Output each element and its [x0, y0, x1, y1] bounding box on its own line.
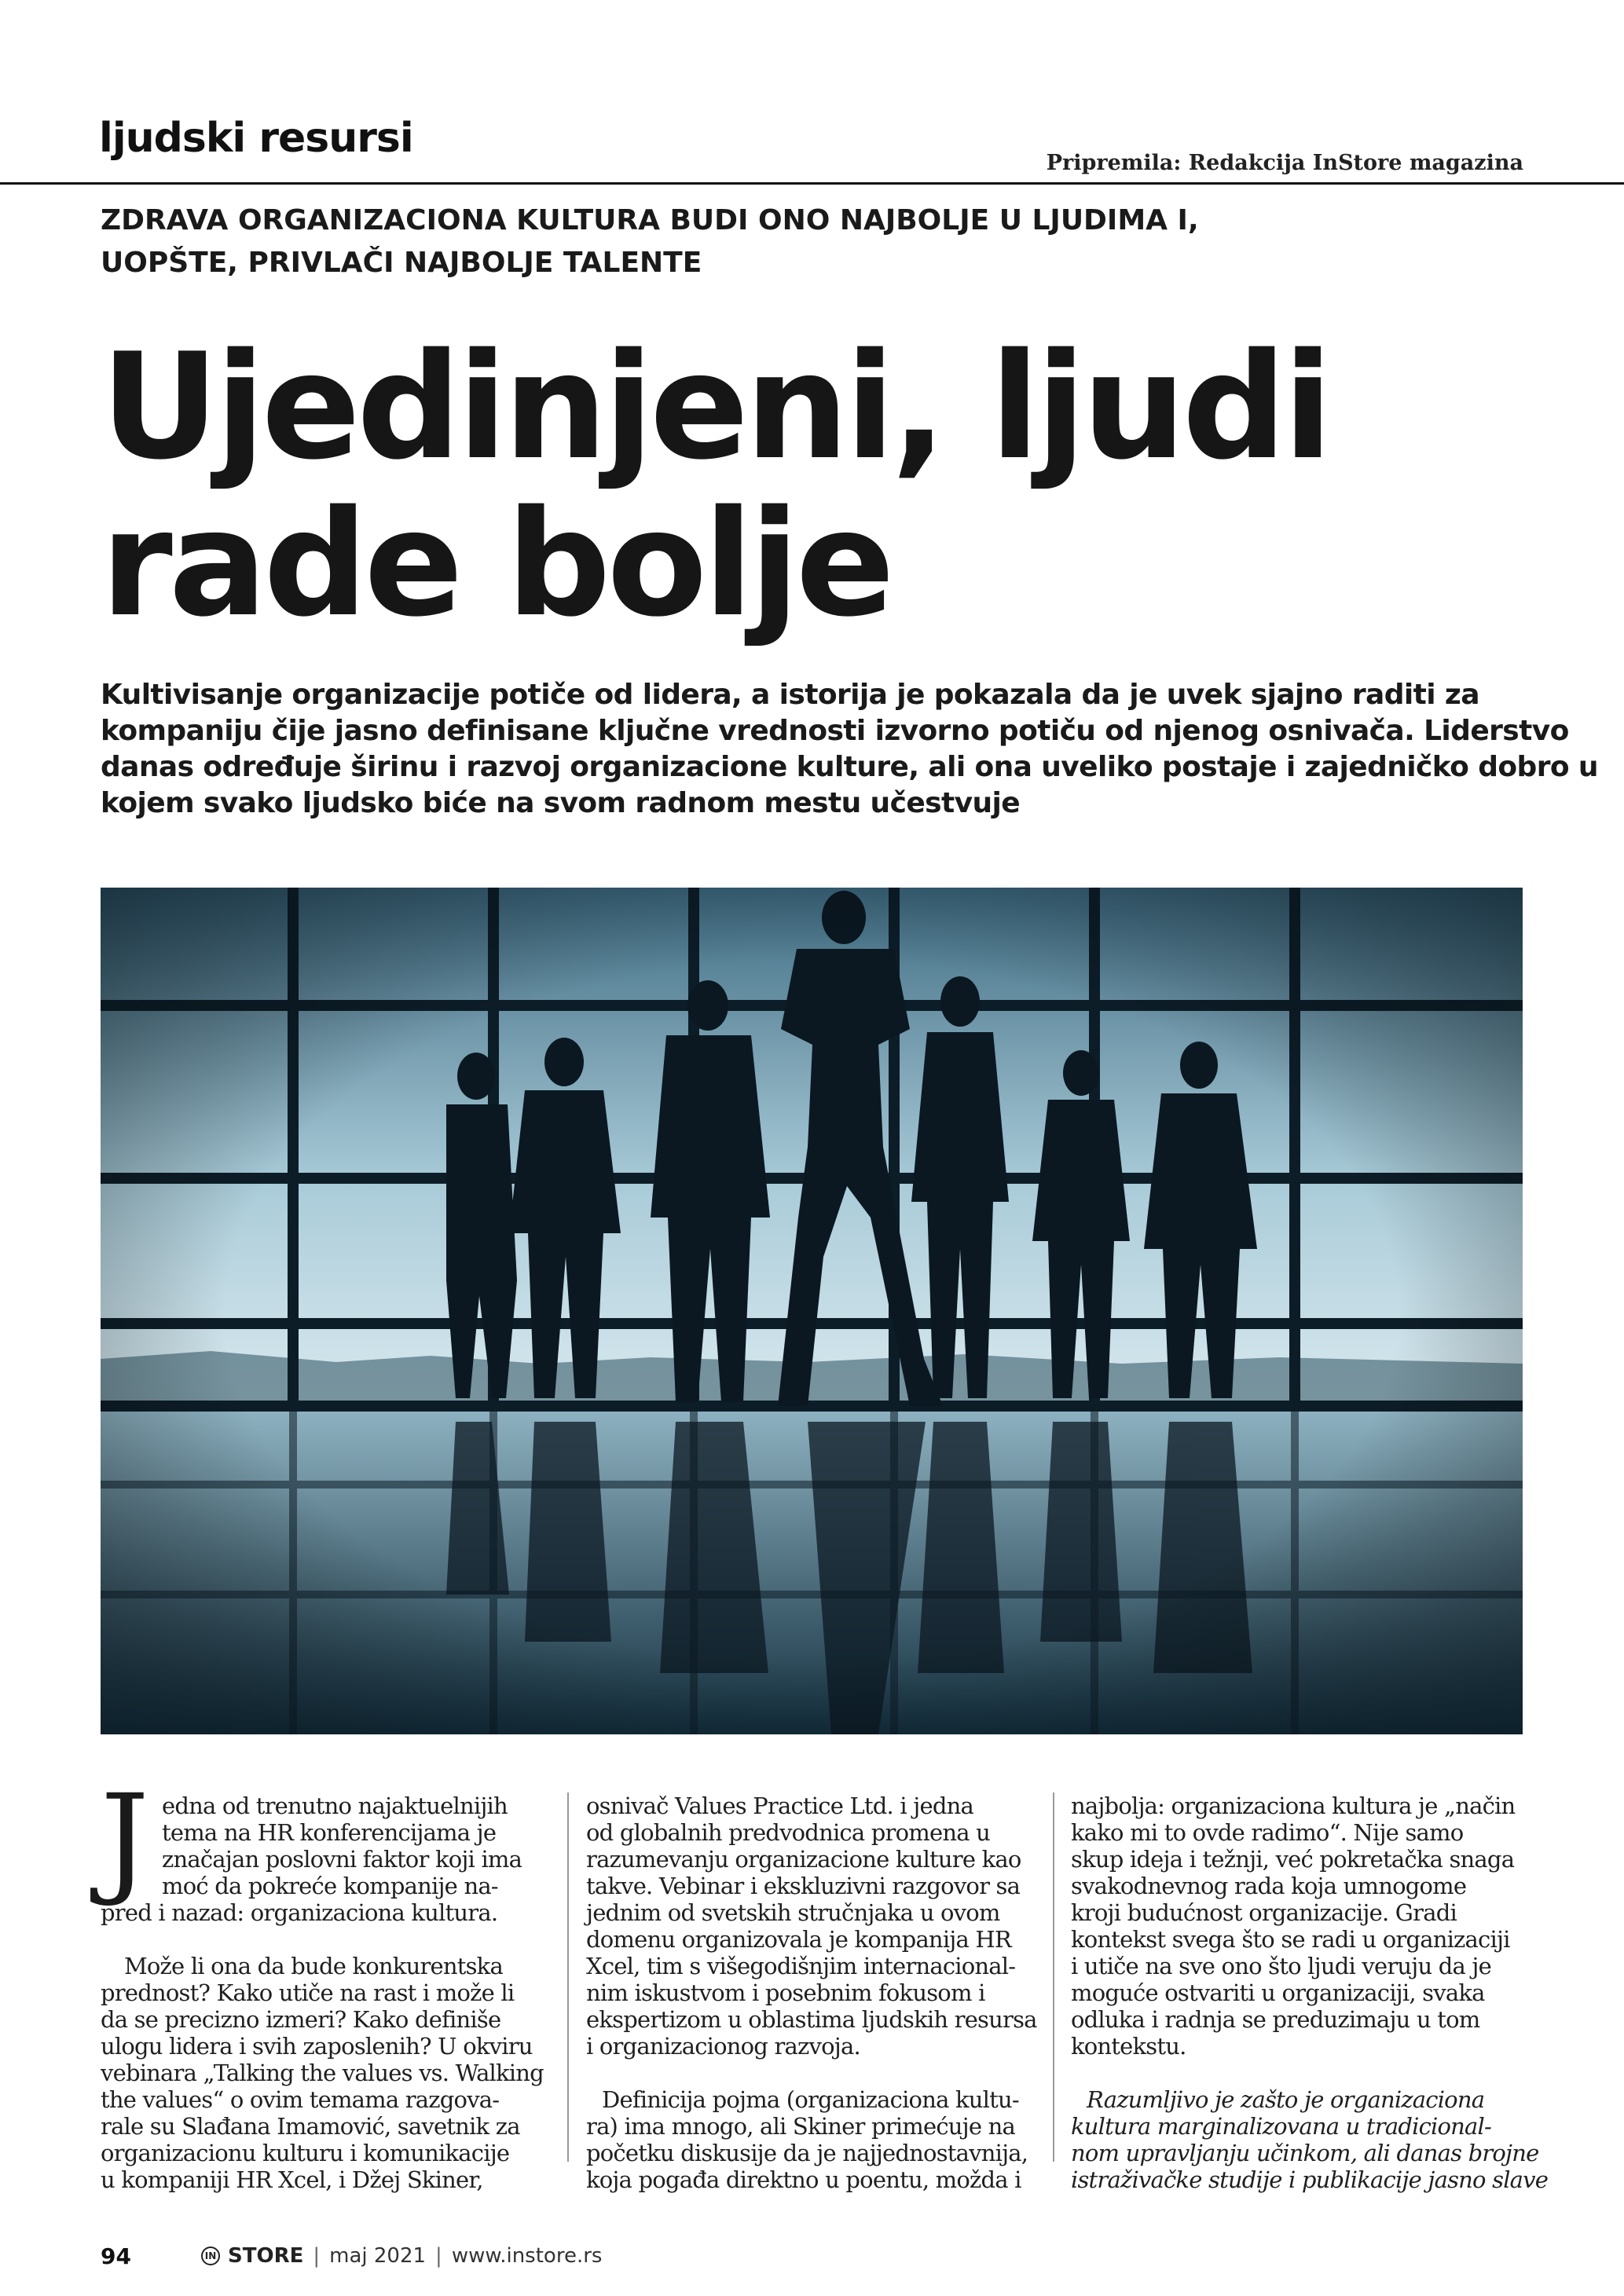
text-line: odluka i radnja se preduzimaju u tom	[1071, 2006, 1480, 2033]
byline: Pripremila: Redakcija InStore magazina	[1046, 151, 1523, 175]
text-line: i utiče na sve ono što ljudi veruju da je	[1071, 1953, 1491, 1979]
text-line: the values“ o ovim temama razgova-	[101, 2086, 500, 2113]
text-line: tema na HR konferencijama je	[162, 1819, 497, 1846]
lede	[101, 677, 1598, 822]
footer-separator: |	[313, 2244, 321, 2268]
feature-photo	[101, 888, 1523, 1734]
text-line: najbolja: organizaciona kultura je „način	[1071, 1792, 1516, 1819]
lede-line: danas određuje širinu i razvoj organizacione kulture, ali ona uveliko postaje i zajedničko dobro u	[101, 751, 1598, 783]
text-line: Razumljivo je zašto je organizaciona	[1087, 2086, 1485, 2113]
text-line: vebinara „Talking the values vs. Walking	[101, 2060, 544, 2086]
text-line: svakodnevnog rada koja umnogome	[1071, 1873, 1467, 1899]
text-line: takve. Vebinar i ekskluzivni razgovor sa	[586, 1873, 1021, 1899]
text-line: početku diskusije da je najjednostavnija,	[586, 2140, 1028, 2166]
section-label: ljudski resursi	[99, 115, 413, 162]
text-line: istraživačke studije i publikacije jasno slave	[1071, 2166, 1549, 2193]
kicker-line: UOPŠTE, PRIVLAČI NAJBOLJE TALENTE	[101, 247, 702, 279]
text-line: razumevanju organizacione kulture kao	[586, 1846, 1021, 1873]
website-link[interactable]: www.instore.rs	[451, 2244, 603, 2268]
lede-line: Kultivisanje organizacije potiče od lidera, a istorija je pokazala da je uvek sjajno raditi za	[101, 679, 1479, 711]
body-column-1	[101, 1792, 564, 2193]
headline-line: Ujedinjeni, ljudi	[101, 321, 1329, 492]
lede-line: kompaniju čije jasno definisane ključne vrednosti izvorno potiču od njenog osnivača. Liderstvo	[101, 715, 1569, 747]
text-line: prednost? Kako utiče na rast i može li	[101, 1979, 515, 2006]
headline-line: rade bolje	[101, 478, 891, 649]
paragraph	[1071, 1792, 1534, 2060]
text-line: osnivač Values Practice Ltd. i jedna	[586, 1792, 973, 1819]
text-line: Definicija pojma (organizaciona kultu-	[602, 2086, 1019, 2113]
issue-date: maj 2021	[329, 2244, 427, 2268]
instore-logo-icon: IN	[201, 2247, 220, 2265]
column-divider	[567, 1792, 569, 2162]
text-line: Xcel, tim s višegodišnjim internacional-	[586, 1953, 1016, 1979]
text-line: ra) ima mnogo, ali Skiner primećuje na	[586, 2113, 1015, 2140]
silhouette-team-image	[101, 888, 1523, 1734]
text-line: moguće ostvariti u organizaciji, svaka	[1071, 1979, 1485, 2006]
text-line: kroji budućnost organizacije. Gradi	[1071, 1899, 1457, 1926]
text-line: rale su Slađana Imamović, savetnik za	[101, 2113, 520, 2140]
italic-paragraph	[1071, 2086, 1549, 2193]
paragraph	[101, 1792, 564, 1926]
text-line: moć da pokreće kompanije na-	[162, 1873, 498, 1899]
header-rule	[0, 182, 1624, 185]
text-line: nim iskustvom i posebnim fokusom i	[586, 1979, 985, 2006]
page-footer	[101, 2240, 602, 2272]
text-line: da se precizno izmeri? Kako definiše	[101, 2006, 501, 2033]
text-line: Može li ona da bude konkurentska	[124, 1953, 503, 1979]
logo-text: STORE	[228, 2244, 304, 2268]
text-line: od globalnih predvodnica promena u	[586, 1819, 990, 1846]
text-line: kultura marginalizovana u tradicional-	[1071, 2113, 1491, 2140]
text-line: ulogu lidera i svih zaposlenih? U okviru	[101, 2033, 533, 2060]
text-line: u kompaniji HR Xcel, i Džej Skiner,	[101, 2166, 483, 2193]
text-line: kontekst svega što se radi u organizaciji	[1071, 1926, 1510, 1953]
text-line: značajan poslovni faktor koji ima	[162, 1846, 522, 1873]
text-line: organizacionu kulturu i komunikacije	[101, 2140, 510, 2166]
text-line: skup ideja i težnji, već pokretačka snaga	[1071, 1846, 1515, 1873]
paragraph	[586, 1792, 1050, 2060]
page-number: 94	[101, 2243, 131, 2269]
text-line: kako mi to ovde radimo“. Nije samo	[1071, 1819, 1464, 1846]
text-line: ekspertizom u oblastima ljudskih resursa	[586, 2006, 1037, 2033]
kicker	[101, 200, 1199, 284]
footer-separator: |	[435, 2244, 442, 2268]
body-column-3	[1071, 1792, 1549, 2193]
column-divider	[1053, 1792, 1054, 2162]
kicker-line: ZDRAVA ORGANIZACIONA KULTURA BUDI ONO NAJBOLJE U LJUDIMA I,	[101, 204, 1199, 236]
headline	[101, 321, 1329, 649]
text-line: domenu organizovala je kompanija HR	[586, 1926, 1011, 1953]
lede-line: kojem svako ljudsko biće na svom radnom mestu učestvuje	[101, 787, 1021, 819]
text-line: koja pogađa direktno u poentu, možda i	[586, 2166, 1021, 2193]
paragraph	[586, 2086, 1050, 2193]
magazine-logo	[201, 2244, 303, 2268]
text-line: jednim od svetskih stručnjaka u ovom	[586, 1899, 1000, 1926]
dropcap: J	[101, 1769, 149, 1910]
body-column-2	[586, 1792, 1050, 2193]
paragraph	[101, 1953, 564, 2193]
text-line: i organizacionog razvoja.	[586, 2033, 860, 2060]
text-line: kontekstu.	[1071, 2033, 1186, 2060]
text-line: edna od trenutno najaktuelnijih	[162, 1792, 508, 1819]
text-line: nom upravljanju učinkom, ali danas brojne	[1071, 2140, 1539, 2166]
text-line: pred i nazad: organizaciona kultura.	[101, 1899, 498, 1926]
